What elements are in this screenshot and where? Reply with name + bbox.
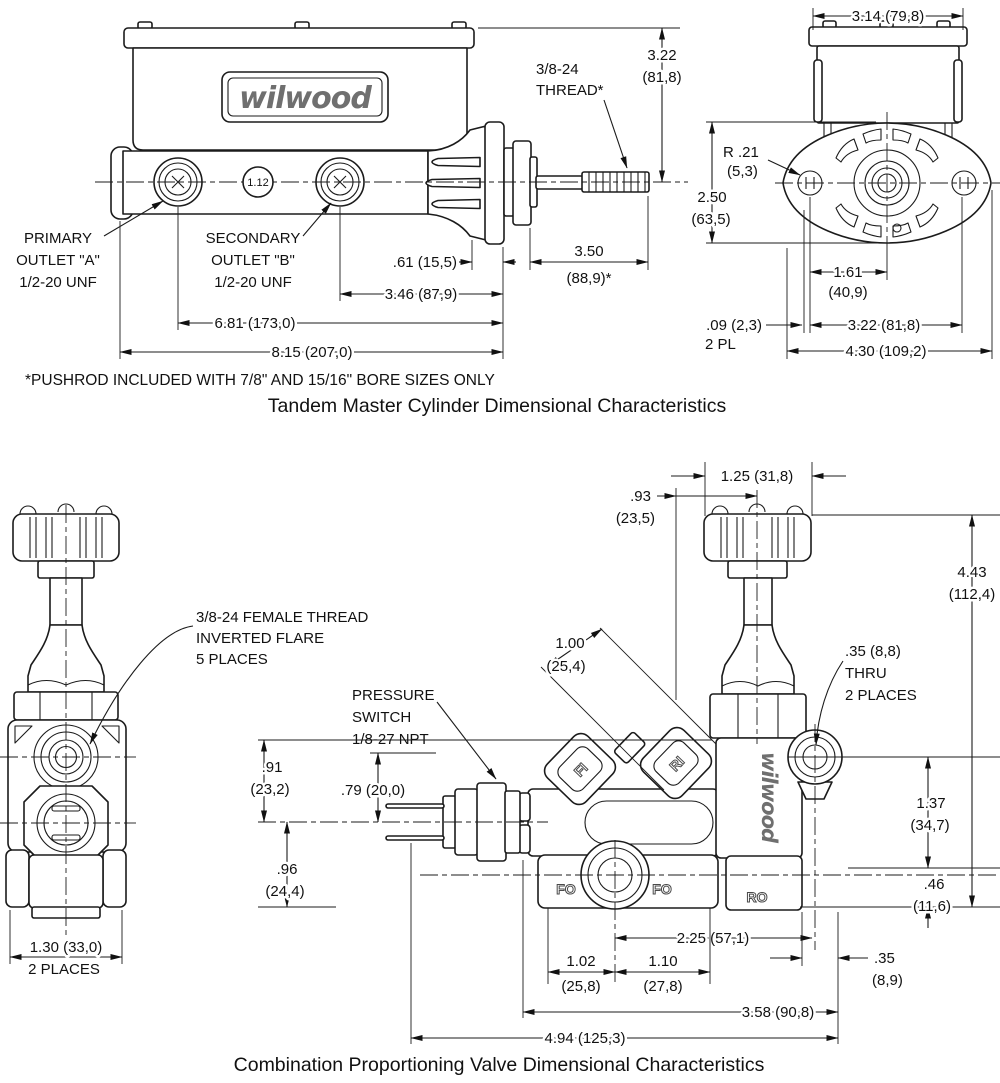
mc-figure-title: Tandem Master Cylinder Dimensional Characteristics	[267, 395, 727, 417]
dim-port-spacing-in: 1.00	[555, 635, 585, 652]
callout-thread-line2: THREAD*	[536, 82, 604, 99]
callout-primary-line3: 1/2-20 UNF	[19, 274, 97, 291]
dim-lower-height-mm: (24,4)	[265, 883, 305, 900]
dim-overall-length: 8.15 (207,0)	[271, 344, 353, 361]
dim-primary-span: 6.81 (173,0)	[214, 315, 296, 332]
dim-hole-to-center-in: 1.61	[833, 264, 863, 281]
callout-thread-line1: 3/8-24	[536, 61, 579, 78]
dim-flange-height-in: 2.50	[697, 189, 727, 206]
callout-secondary-line3: 1/2-20 UNF	[214, 274, 292, 291]
dim-flange-height-mm: (63,5)	[691, 211, 731, 228]
master-cylinder-figure	[16, 8, 1000, 417]
dim-boot-offset: .61 (15,5)	[392, 254, 457, 271]
dim-hole-radius-in: R .21	[723, 144, 759, 161]
ri-port-label: RI	[666, 753, 688, 775]
dim-flange-width: 4.30 (109,2)	[845, 343, 927, 360]
dim-knob-offset-in: .93	[630, 488, 651, 505]
dim-switch-upper-mm: (23,2)	[250, 781, 290, 798]
valve-wilwood-logo: wilwood	[757, 751, 781, 843]
dim-side-width-places: 2 PLACES	[28, 961, 100, 978]
fo-left-label: FO	[556, 881, 576, 897]
dim-fo-right-span-mm: (27,8)	[643, 978, 683, 995]
dim-lower-height-in: .96	[276, 861, 298, 878]
dim-ro-height-in: .46	[923, 876, 945, 893]
mc-end-view	[775, 21, 1000, 250]
fo-right-label: FO	[652, 881, 672, 897]
dim-hole-radius-mm: (5,3)	[727, 163, 758, 180]
dim-reservoir-width: 3.14 (79,8)	[851, 8, 925, 25]
callout-female-thread-line3: 5 PLACES	[196, 651, 268, 668]
valve-figure-title: Combination Proportioning Valve Dimensional Characteristics	[233, 1054, 765, 1076]
dim-ro-height-mm: (11,6)	[912, 898, 952, 915]
dim-fo-right-span-in: 1.10	[648, 953, 678, 970]
callout-primary-line2: OUTLET "A"	[16, 252, 100, 269]
dim-hole-to-center-mm: (40,9)	[828, 284, 868, 301]
valve-dimensions	[10, 462, 1000, 1047]
callout-secondary-line1: SECONDARY	[205, 230, 301, 247]
dim-knob-width: 1.25 (31,8)	[720, 468, 794, 485]
dim-valve-overall-length: 4.94 (125,3)	[544, 1030, 626, 1047]
callout-female-thread-line1: 3/8-24 FEMALE THREAD	[196, 609, 369, 626]
dim-valve-height-mm: (112,4)	[948, 586, 996, 603]
dim-fo-left-span-mm: (25,8)	[561, 978, 601, 995]
dim-fo-to-hole: 2.25 (57,1)	[676, 930, 750, 947]
dim-hole-offset-places: 2 PL	[705, 336, 736, 353]
dim-side-width: 1.30 (33,0)	[29, 939, 103, 956]
dim-valve-height-in: 4.43	[957, 564, 987, 581]
port-bridge	[614, 731, 646, 764]
dim-edge-offset-in: .35	[874, 950, 895, 967]
dim-edge-offset-mm: (8,9)	[872, 972, 903, 989]
callout-thru-hole-line3: 2 PLACES	[845, 687, 917, 704]
dim-hole-offset: .09 (2,3)	[706, 317, 762, 334]
dim-outlet-height-mm: (34,7)	[910, 817, 950, 834]
bore-callout-text: 1.12	[247, 177, 269, 189]
callout-pressure-switch-line1: PRESSURE	[352, 687, 435, 704]
callout-thru-hole-line2: THRU	[845, 665, 887, 682]
pushrod-footnote: *PUSHROD INCLUDED WITH 7/8" AND 15/16" BORE SIZES ONLY	[25, 372, 495, 389]
callout-secondary-line2: OUTLET "B"	[211, 252, 295, 269]
dim-body-length: 3.58 (90,8)	[741, 1004, 815, 1021]
dim-switch-drop: .79 (20,0)	[340, 782, 406, 799]
mc-side-view	[95, 22, 688, 244]
callout-thru-hole-line1: .35 (8,8)	[845, 643, 901, 660]
dim-pushrod-mm: (88,9)*	[566, 270, 612, 287]
callout-female-thread-line2: INVERTED FLARE	[196, 630, 325, 647]
dim-overall-height-in: 3.22	[647, 47, 677, 64]
dim-outlet-height-in: 1.37	[916, 795, 946, 812]
dim-pushrod-in: 3.50	[574, 243, 604, 260]
callout-pressure-switch-line3: 1/8-27 NPT	[352, 731, 429, 748]
dim-switch-upper-in: .91	[261, 759, 283, 776]
dim-port-spacing-mm: (25,4)	[546, 658, 586, 675]
dim-knob-offset-mm: (23,5)	[615, 510, 655, 527]
dim-fo-left-span-in: 1.02	[566, 953, 596, 970]
prop-valve-figure	[0, 462, 1000, 1076]
dim-secondary-span: 3.46 (87,9)	[384, 286, 458, 303]
ro-port-label: RO	[746, 889, 768, 905]
dim-bolt-spacing: 3.22 (81,8)	[847, 317, 921, 334]
wilwood-logo: wilwood	[239, 81, 371, 116]
callout-primary-line1: PRIMARY	[23, 230, 93, 247]
valve-side-view	[0, 504, 136, 935]
callout-pressure-switch-line2: SWITCH	[352, 709, 412, 726]
dim-overall-height-mm: (81,8)	[642, 69, 682, 86]
fi-port-label: FI	[570, 759, 591, 780]
